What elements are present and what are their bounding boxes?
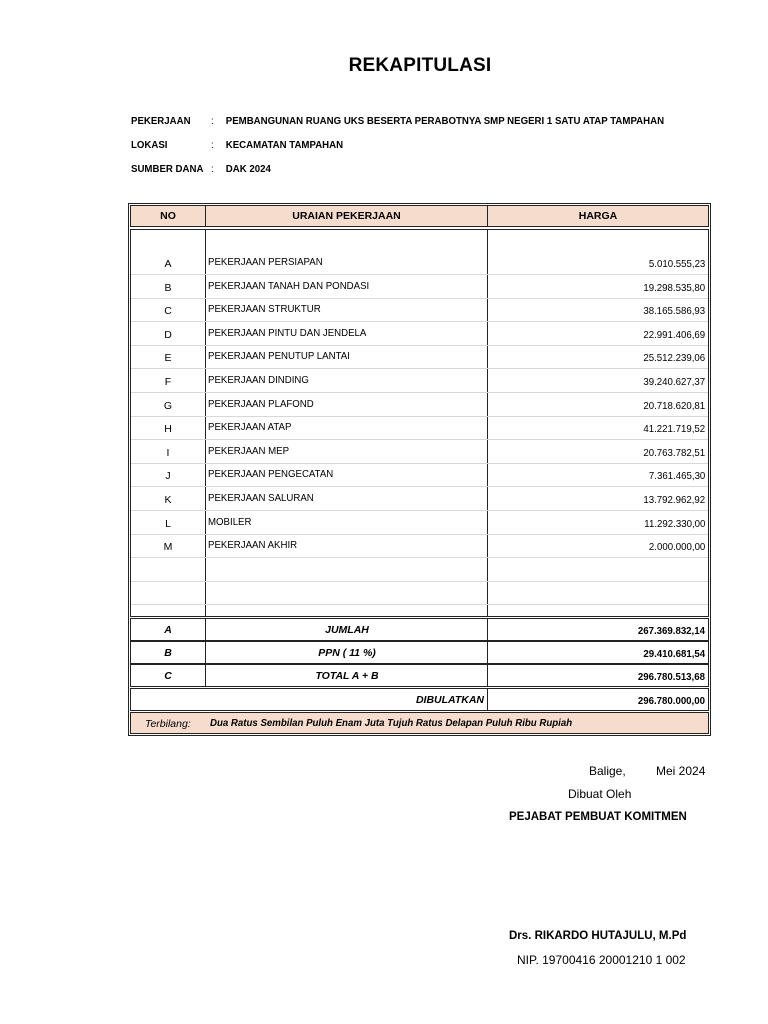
signature-date: Mei 2024 — [656, 764, 706, 778]
table-row — [131, 512, 708, 535]
row-amount: 2.000.000,00 — [648, 541, 705, 553]
signature-place: Balige, — [589, 764, 626, 778]
row-code: J — [165, 470, 171, 482]
table-row — [131, 370, 708, 393]
row-code: K — [164, 494, 172, 506]
row-description: PEKERJAAN PINTU DAN JENDELA — [208, 327, 367, 339]
table-header — [130, 205, 709, 227]
meta-value: DAK 2024 — [225, 163, 271, 175]
row-code: C — [164, 305, 172, 317]
ppn-amount: 29.410.681,54 — [643, 648, 705, 660]
signature-made-by: Dibuat Oleh — [568, 787, 632, 801]
row-code: E — [164, 352, 172, 364]
header-no: NO — [160, 210, 176, 222]
table-row — [131, 252, 708, 275]
jumlah-code: A — [164, 624, 172, 636]
terbilang-row — [130, 712, 709, 734]
table-row — [131, 346, 708, 369]
jumlah-row — [130, 618, 709, 641]
meta-value: PEMBANGUNAN RUANG UKS BESERTA PERABOTNYA SMP NEGERI 1 SATU ATAP TAMPAHAN — [225, 115, 665, 127]
row-amount: 5.010.555,23 — [648, 258, 705, 270]
terbilang-label: Terbilang: — [145, 718, 191, 730]
row-amount: 41.221.719,52 — [643, 423, 705, 435]
row-amount: 13.792.962,92 — [643, 494, 705, 506]
row-code: D — [164, 329, 172, 341]
meta-colon: : — [211, 139, 214, 151]
row-amount: 25.512.239,06 — [643, 352, 705, 364]
row-description: PEKERJAAN PERSIAPAN — [208, 256, 323, 268]
row-description: PEKERJAAN TANAH DAN PONDASI — [208, 280, 370, 292]
ppn-row — [130, 641, 709, 664]
row-code: M — [163, 541, 173, 553]
table-row — [131, 488, 708, 511]
row-amount: 19.298.535,80 — [643, 282, 705, 294]
row-description: PEKERJAAN PENUTUP LANTAI — [208, 350, 350, 362]
row-description: PEKERJAAN MEP — [208, 445, 290, 457]
signature-name: Drs. RIKARDO HUTAJULU, M.Pd — [509, 930, 687, 942]
row-code: G — [163, 400, 173, 412]
table-row — [131, 417, 708, 440]
row-description: PEKERJAAN AKHIR — [208, 539, 298, 551]
jumlah-amount: 267.369.832,14 — [637, 625, 705, 637]
dibulatkan-label: DIBULATKAN — [415, 694, 484, 706]
total-row — [130, 664, 709, 687]
row-code: F — [164, 376, 172, 388]
table-row — [131, 323, 708, 346]
row-amount: 20.718.620,81 — [643, 400, 705, 412]
row-description: PEKERJAAN PLAFOND — [208, 398, 314, 410]
row-divider — [131, 581, 708, 582]
row-description: PEKERJAAN SALURAN — [208, 492, 314, 504]
ppn-code: B — [164, 647, 172, 659]
row-code: B — [164, 282, 172, 294]
total-code: C — [164, 670, 172, 682]
row-amount: 20.763.782,51 — [643, 447, 705, 459]
meta-colon: : — [211, 115, 214, 127]
row-divider — [131, 604, 708, 605]
meta-value: KECAMATAN TAMPAHAN — [225, 139, 344, 151]
row-description: MOBILER — [208, 516, 252, 528]
row-code: H — [164, 423, 172, 435]
row-amount: 38.165.586,93 — [643, 305, 705, 317]
total-amount: 296.780.513,68 — [637, 671, 705, 683]
row-amount: 7.361.465,30 — [648, 470, 705, 482]
signature-nip: NIP. 19700416 20001210 1 002 — [517, 953, 686, 967]
row-description: PEKERJAAN PENGECATAN — [208, 468, 334, 480]
row-description: PEKERJAAN STRUKTUR — [208, 303, 321, 315]
terbilang-value: Dua Ratus Sembilan Puluh Enam Juta Tujuh Ratus Delapan Puluh Ribu Rupiah — [210, 717, 573, 729]
dibulatkan-row — [130, 688, 709, 711]
meta-colon: : — [211, 163, 214, 175]
header-harga: HARGA — [578, 210, 618, 222]
table-row — [131, 299, 708, 322]
meta-key: SUMBER DANA — [131, 163, 204, 175]
signature-role: PEJABAT PEMBUAT KOMITMEN — [509, 811, 687, 823]
dibulatkan-amount: 296.780.000,00 — [637, 695, 705, 707]
table-row — [131, 535, 708, 558]
row-description: PEKERJAAN DINDING — [208, 374, 309, 386]
row-code: L — [165, 518, 171, 530]
row-code: A — [164, 258, 172, 270]
total-label: TOTAL A + B — [315, 670, 379, 682]
row-amount: 22.991.406,69 — [643, 329, 705, 341]
meta-key: PEKERJAAN — [131, 115, 191, 127]
table-row — [131, 394, 708, 417]
table-row — [131, 464, 708, 487]
table-row — [131, 441, 708, 464]
row-description: PEKERJAAN ATAP — [208, 421, 292, 433]
table-row — [131, 276, 708, 299]
row-amount: 11.292.330,00 — [643, 518, 705, 530]
row-code: I — [166, 447, 170, 459]
ppn-label: PPN ( 11 %) — [318, 647, 376, 659]
header-uraian: URAIAN PEKERJAAN — [292, 210, 401, 222]
page-title: REKAPITULASI — [348, 55, 492, 76]
jumlah-label: JUMLAH — [325, 624, 369, 636]
row-amount: 39.240.627,37 — [643, 376, 705, 388]
meta-key: LOKASI — [131, 139, 168, 151]
